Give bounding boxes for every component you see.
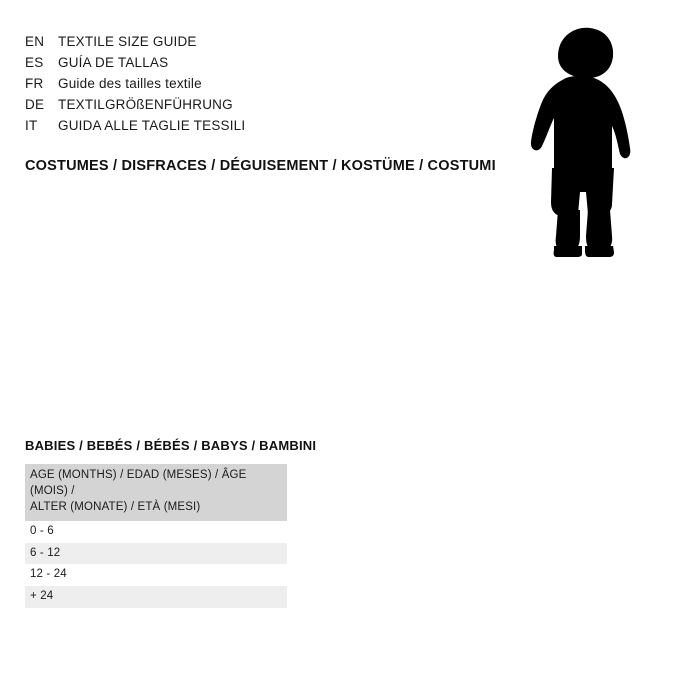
language-text-de: TEXTILGRÖßENFÜHRUNG xyxy=(58,97,233,112)
table-header-line1: AGE (MONTHS) / EDAD (MESES) / ÂGE (MOIS) / xyxy=(30,469,247,497)
age-range-cell: 0 - 6 xyxy=(25,521,287,543)
table-row xyxy=(25,564,287,586)
language-code-fr: FR xyxy=(25,76,44,91)
language-row-de xyxy=(25,97,445,118)
table-row xyxy=(25,521,287,543)
babies-size-table xyxy=(25,464,287,608)
language-code-it: IT xyxy=(25,118,38,133)
language-row-es xyxy=(25,55,445,76)
table-header-line2: ALTER (MONATE) / ETÀ (MESI) xyxy=(30,500,201,513)
language-code-en: EN xyxy=(25,34,45,49)
language-text-es: GUÍA DE TALLAS xyxy=(58,55,169,70)
age-range-cell: 6 - 12 xyxy=(25,543,287,565)
language-row-fr xyxy=(25,76,445,97)
language-list xyxy=(25,34,445,139)
table-header-row xyxy=(25,464,287,521)
toddler-silhouette-icon xyxy=(500,22,660,257)
language-text-fr: Guide des tailles textile xyxy=(58,76,202,91)
age-range-cell: + 24 xyxy=(25,586,287,608)
language-row-it xyxy=(25,118,445,139)
table-row xyxy=(25,586,287,608)
table-header-age xyxy=(25,464,287,521)
language-text-en: TEXTILE SIZE GUIDE xyxy=(58,34,197,49)
costumes-headline: COSTUMES / DISFRACES / DÉGUISEMENT / KOSTÜME / COSTUMI xyxy=(25,158,496,174)
age-range-cell: 12 - 24 xyxy=(25,564,287,586)
language-text-it: GUIDA ALLE TAGLIE TESSILI xyxy=(58,118,246,133)
language-row-en xyxy=(25,34,445,55)
language-code-es: ES xyxy=(25,55,44,70)
language-code-de: DE xyxy=(25,97,45,112)
table-row xyxy=(25,543,287,565)
babies-section-title: BABIES / BEBÉS / BÉBÉS / BABYS / BAMBINI xyxy=(25,438,317,453)
